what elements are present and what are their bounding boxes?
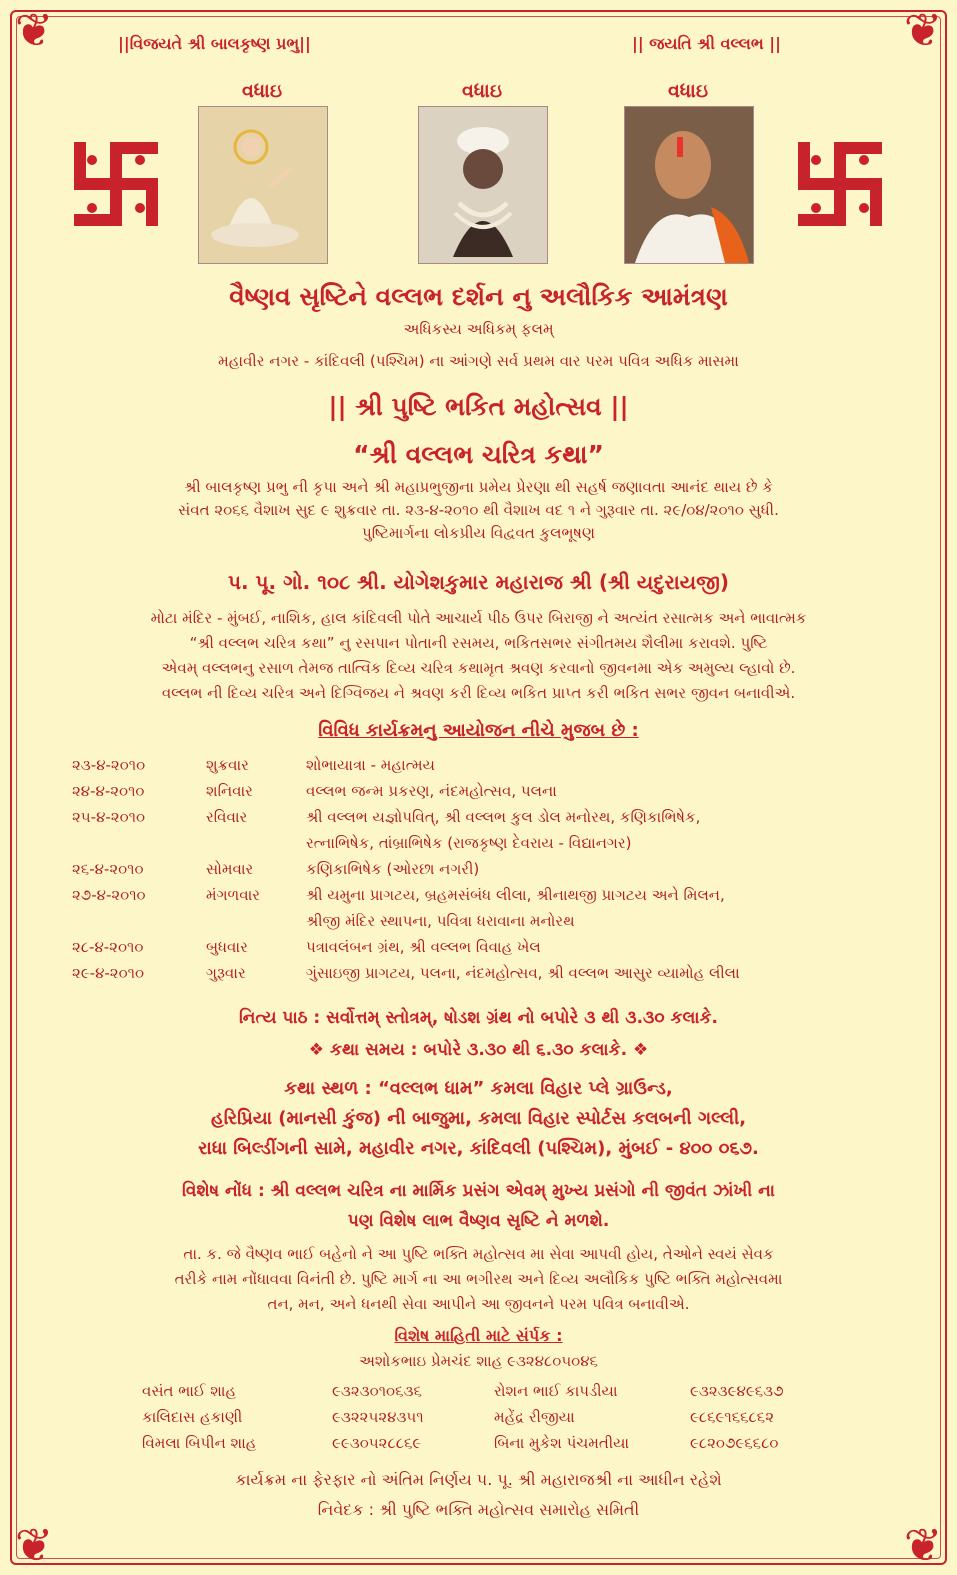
- katha-title: “શ્રી વલ્લભ ચરિત્ર કથા”: [353, 440, 604, 469]
- schedule-date: ૨૫-૪-૨૦૧૦: [72, 808, 146, 826]
- schedule-date: [72, 830, 206, 856]
- left-greeting: ||વિજયતે શ્રી બાલકૃષ્ણ પ્રભુ||: [118, 34, 311, 53]
- subtitle: અધિકસ્ય અધિકમ્ ફલમ્: [403, 320, 554, 338]
- contact-name: કાલિદાસ હકાણી: [142, 1408, 243, 1426]
- contact-name: રોશન ભાઈ કાપડીયા: [494, 1382, 618, 1400]
- schedule-date: ૨૪-૪-૨૦૧૦: [72, 782, 145, 800]
- contact-phone: ૯૩૨૨૫૨૪૩૫૧: [332, 1408, 424, 1426]
- schedule-day: શુક્રવાર: [206, 756, 249, 774]
- vadhai-label: વધાઇ: [667, 80, 709, 102]
- text-line: કથા સ્થળ : “વલ્લભ ધામ” કમલા વિહાર પ્લે ગ્રાઉન્ડ,: [284, 1078, 673, 1099]
- maharaj-name: પ. પૂ. ગો. ૧૦૮ શ્રી. યોગેશકુમાર મહારાજ શ્રી (શ્રી યદુરાયજી): [228, 570, 729, 594]
- swastika-icon: [790, 134, 890, 234]
- schedule-date: ૨૬-૪-૨૦૧૦: [72, 860, 144, 878]
- intro-paragraph: [40, 476, 917, 545]
- schedule-event: પત્રાવલંબન ગ્રંથ, શ્રી વલ્લભ વિવાહ ખેલ: [306, 938, 541, 956]
- schedule-row: [72, 752, 902, 778]
- text-line: પણ વિશેષ લાભ વૈષ્ણવ સૃષ્ટિ ને મળશે.: [347, 1211, 610, 1231]
- schedule-day: [206, 908, 306, 934]
- contact-main: અશોકભાઇ પ્રેમચંદ શાહ ૯૩૨૪૮૦૫૦૪૬: [359, 1352, 598, 1370]
- vadhai-label: વધાઇ: [461, 80, 503, 102]
- schedule-row: [72, 882, 902, 908]
- description-paragraph: [26, 606, 931, 706]
- schedule-event: શ્રી યમુના પ્રાગટય, બ્રહમસંબંધ લીલા, શ્રીનાથજી પ્રાગટય અને મિલન,: [306, 886, 725, 904]
- text-line: તા. ક. જે વૈષ્ણવ ભાઈ બહેનો ને આ પુષ્ટિ ભક્તિ મહોત્સવ મા સેવા આપવી હોય, તેઓને સ્વયં સેવક: [183, 1245, 774, 1263]
- contacts-table: [142, 1378, 842, 1456]
- schedule-day: બુધવાર: [206, 938, 248, 956]
- schedule-day: રવિવાર: [206, 808, 248, 826]
- contact-row: [142, 1378, 842, 1404]
- corner-flourish-icon: ❦: [14, 1518, 54, 1572]
- schedule-day: મંગળવાર: [206, 886, 261, 904]
- nitya-path: નિત્ય પાઠ : સર્વોત્તમ્ સ્તોત્રમ્, ષોડશ ગ્રંથ નો બપોરે ૩ થી ૩.૩૦ કલાકે.: [238, 1008, 719, 1028]
- contact-name: વિમલા બિપીન શાહ: [142, 1434, 257, 1452]
- final-note: કાર્યક્રમ ના ફેરફાર નો અંતિમ નિર્ણય પ. પૂ. શ્રી મહારાજશ્રી ના આધીન રહેશે: [235, 1470, 722, 1489]
- contact-name: મહેંદ્ર રીજીયા: [494, 1408, 575, 1426]
- schedule-row: [72, 960, 902, 986]
- schedule-day: શનિવાર: [206, 782, 253, 800]
- schedule-date: ૨૩-૪-૨૦૧૦: [72, 756, 146, 774]
- contact-phone: ૯૮૨૦૭૯૬૬૮૦: [690, 1434, 779, 1452]
- text-line: વલ્લભ ની દિવ્ય ચરિત્ર અને દિગ્વિજય ને શ્રવણ કરી દિવ્ય ભકિત પ્રાપ્ત કરી ભકિત સભર જીવન બનાવીએ.: [161, 684, 796, 702]
- photo-maharaj: [624, 106, 754, 264]
- schedule-event: કણિકાભિષેક (ઓરછા નગરી): [306, 860, 480, 878]
- text-line: સંવત ૨૦૬૬ વૈશાખ સુદ ૯ શુક્રવાર તા. ૨૩-૪-૨૦૧૦ થી વૈશાખ વદ ૧ ને ગુરૂવાર તા. ૨૯/૦૪/૨૦૧૦ સુધી.: [178, 501, 779, 519]
- vadhai-label: વધાઇ: [241, 80, 283, 102]
- schedule-row: [72, 934, 902, 960]
- schedule-row: [72, 830, 902, 856]
- volunteer-note: [40, 1242, 917, 1317]
- contact-title: વિશેષ માહિતી માટે સંર્પક :: [394, 1326, 563, 1345]
- schedule-day: સોમવાર: [206, 860, 254, 878]
- schedule-date: ૨૮-૪-૨૦૧૦: [72, 938, 144, 956]
- right-greeting: || જયતિ શ્રી વલ્લભ ||: [632, 34, 781, 53]
- intro-line: મહાવીર નગર - કાંદિવલી (પશ્ચિમ) ના આંગણે સર્વ પ્રથમ વાર પરમ પવિત્ર અધિક માસમા: [218, 352, 739, 370]
- schedule-event: શોભાયાત્રા - મહાત્મય: [306, 756, 435, 774]
- vishesh-nondh: [0, 1176, 957, 1236]
- text-line: તન, મન, અને ધનથી સેવા આપીને આ જીવનને પરમ પવિત્ર બનાવીએ.: [267, 1295, 690, 1313]
- schedule-day: ગુરૂવાર: [206, 964, 246, 982]
- schedule-day: [206, 830, 306, 856]
- schedule-date: ૨૭-૪-૨૦૧૦: [72, 886, 146, 904]
- schedule-event: વલ્લભ જન્મ પ્રકરણ, નંદમહોત્સવ, પલના: [306, 782, 557, 800]
- schedule-row: [72, 856, 902, 882]
- contact-row: [142, 1430, 842, 1456]
- nivedak: નિવેદક : શ્રી પુષ્ટિ ભક્તિ મહોત્સવ સમારોહ સમિતી: [317, 1500, 640, 1519]
- text-line: હરિપ્રિયા (માનસી કુંજ) ની બાજુમા, કમલા વિહાર સ્પોર્ટસ કલબની ગલ્લી,: [210, 1108, 747, 1129]
- text-line: એવમ્ વલ્લભનુ રસાળ તેમજ તાત્વિક દિવ્ય ચરિત્ર કથામૃત શ્રવણ કરવાનો જીવનમા એક અમુલ્ય લ્હાવો છે.: [161, 659, 796, 677]
- schedule-table: [72, 752, 902, 986]
- text-line: પુષ્ટિમાર્ગના લોકપ્રીય વિદ્વવત કુલભૂષણ: [362, 524, 595, 542]
- schedule-event: રત્નાભિષેક, તાંબ્રાભિષેક (રાજકૃષ્ણ દેવરાય - વિદ્યાનગર): [306, 834, 632, 852]
- schedule-row: [72, 778, 902, 804]
- corner-flourish-icon: ❦: [903, 3, 943, 57]
- contact-name: બિના મુકેશ પંચમતીયા: [494, 1434, 630, 1452]
- contact-name: વસંત ભાઈ શાહ: [142, 1382, 237, 1400]
- swastika-icon: [66, 134, 166, 234]
- contact-phone: ૯૯૩૦૫૨૮૮૬૯: [332, 1434, 422, 1452]
- schedule-row: [72, 804, 902, 830]
- corner-flourish-icon: ❦: [14, 3, 54, 57]
- contact-row: [142, 1404, 842, 1430]
- contact-phone: ૯૮૬૯૧૬૬૮૬૨: [690, 1408, 775, 1426]
- page-title: વૈષ્ણવ સૃષ્ટિને વલ્લભ દર્શન નુ અલૌકિક આમંત્રણ: [229, 282, 728, 311]
- contact-phone: ૯૩૨૩૦૧૦૬૩૬: [332, 1382, 422, 1400]
- corner-flourish-icon: ❦: [903, 1518, 943, 1572]
- text-line: “શ્રી વલ્લભ ચરિત્ર કથા” નુ રસપાન પોતાની રસમય, ભકિતસભર સંગીતમય શૈલીમા કરાવશે. પુષ્ટિ: [189, 634, 768, 652]
- schedule-event: શ્રી વલ્લભ યજ્ઞોપવિત્, શ્રી વલ્લભ કુલ ડોલ મનોરથ, કણિકાભિષેક,: [306, 808, 701, 826]
- schedule-event: શ્રીજી મંદિર સ્થાપના, પવિત્રા ધરાવાના મનોરથ: [306, 912, 575, 930]
- photo-balkrishna-prabhu: [198, 106, 328, 264]
- photo-child-deity: [418, 106, 548, 264]
- schedule-event: ગુંસાઇજી પ્રાગટય, પલના, નંદમહોત્સવ, શ્રી વલ્લભ આસુર વ્યામોહ લીલા: [306, 964, 740, 982]
- katha-samay: ❖ કથા સમય : બપોરે ૩.૩૦ થી ૬.૩૦ કલાકે. ❖: [308, 1040, 649, 1060]
- text-line: તરીકે નામ નોંધાવવા વિનંતી છે. પુષ્ટિ માર્ગ ના આ ભગીરથ અને દિવ્ય અલૌકિક પુષ્ટિ ભક્તિ મહોત્સવમા: [174, 1270, 783, 1288]
- katha-sthal: [0, 1074, 957, 1164]
- text-line: વિશેષ નોંધ : શ્રી વલ્લભ ચરિત્ર ના માર્મિક પ્રસંગ એવમ્ મુખ્ય પ્રસંગો ની જીવંત ઝાંખી ના: [182, 1181, 775, 1201]
- mahotsav-title: || શ્રી પુષ્ટિ ભકિત મહોત્સવ ||: [328, 392, 629, 421]
- text-line: રાધા બિલ્ડીંગની સામે, મહાવીર નગર, કાંદિવલી (પશ્ચિમ), મુંબઈ - ૪૦૦ ૦૬૭.: [198, 1138, 759, 1159]
- schedule-row: [72, 908, 902, 934]
- schedule-date: ૨૯-૪-૨૦૧૦: [72, 964, 145, 982]
- schedule-title: વિવિધ કાર્યક્રમનુ આયોજન નીચે મુજબ છે :: [318, 720, 639, 741]
- text-line: શ્રી બાલકૃષ્ણ પ્રભુ ની કૃપા અને શ્રી મહાપ્રભુજીના પ્રમેય પ્રેરણા થી સહર્ષ જણાવતા આનંદ થાય છે કે: [184, 478, 773, 496]
- contact-phone: ૯૩૨૩૯૪૯૬૩૭: [690, 1382, 784, 1400]
- schedule-date: [72, 908, 206, 934]
- text-line: મોટા મંદિર - મુંબઈ, નાશિક, હાલ કાંદિવલી પોતે આચાર્ય પીઠ ઉપર બિરાજી ને અત્યંત રસાત્મક અને ભાવાત્મક: [150, 609, 807, 627]
